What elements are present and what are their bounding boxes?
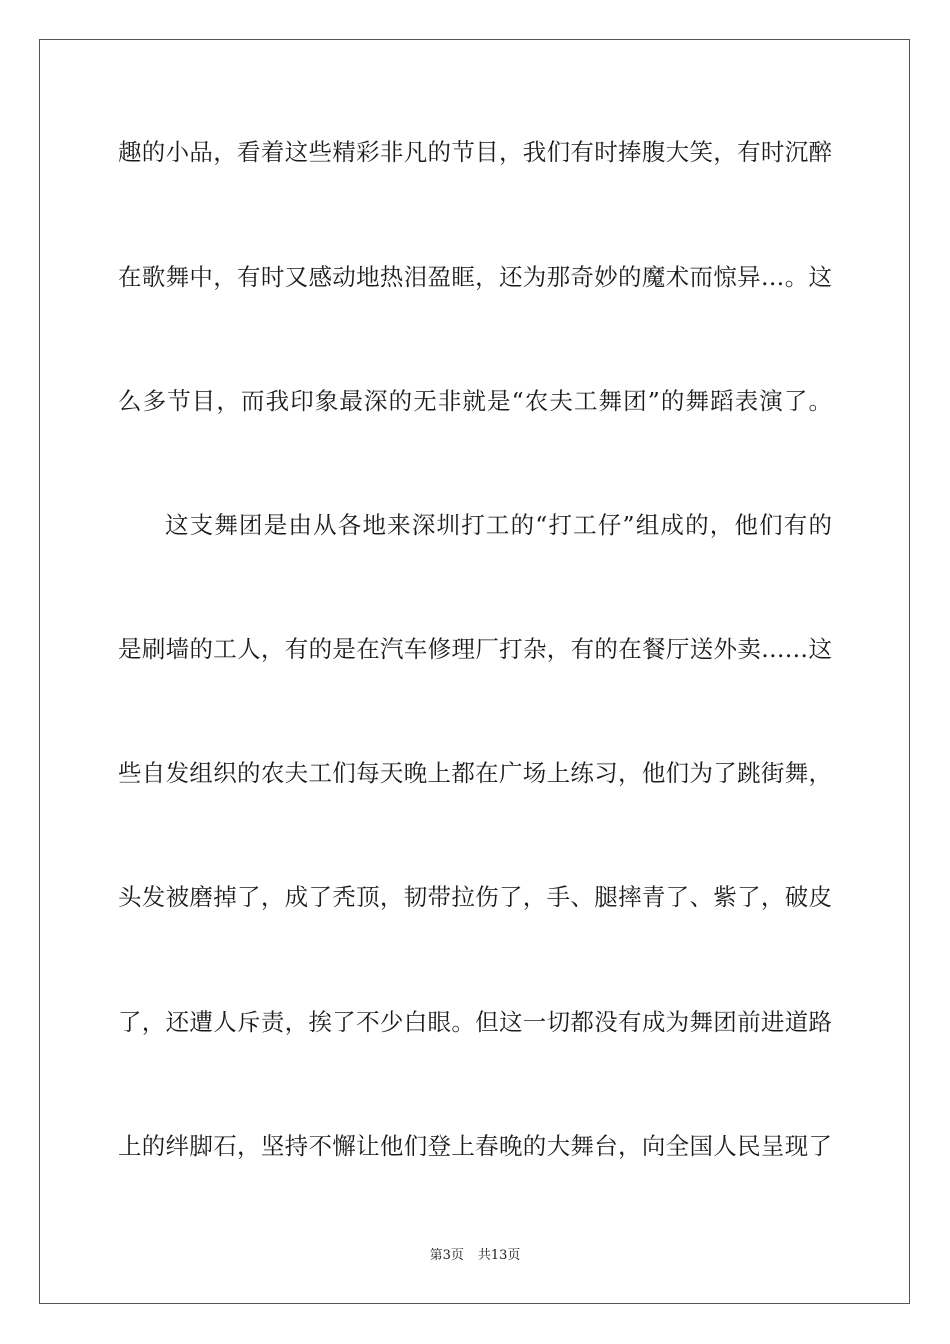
text-line: 头发被磨掉了，成了秃顶，韧带拉伤了，手、腿摔青了、紫了，破皮 — [118, 883, 832, 911]
text-line: 么多节目，而我印象最深的无非就是“农夫工舞团”的舞蹈表演了。 — [118, 387, 832, 415]
text-line: 些自发组织的农夫工们每天晚上都在广场上练习，他们为了跳街舞， — [118, 759, 832, 787]
page-number: 第3页 — [429, 1248, 464, 1263]
text-line: 是刷墙的工人，有的是在汽车修理厂打杂，有的在餐厅送外卖……这 — [118, 635, 832, 663]
text-line-paragraph-start: 这支舞团是由从各地来深圳打工的“打工仔”组成的，他们有的 — [165, 511, 832, 539]
text-line: 了，还遭人斥责，挨了不少白眼。但这一切都没有成为舞团前进道路 — [118, 1008, 832, 1036]
page-footer — [0, 1248, 950, 1264]
page-border — [39, 39, 910, 1304]
text-line: 趣的小品，看着这些精彩非凡的节目，我们有时捧腹大笑，有时沉醉 — [118, 138, 832, 166]
text-line: 上的绊脚石，坚持不懈让他们登上春晚的大舞台，向全国人民呈现了 — [118, 1132, 832, 1160]
text-line: 在歌舞中，有时又感动地热泪盈眶，还为那奇妙的魔术而惊异…。这 — [118, 263, 832, 291]
page-total: 共13页 — [477, 1248, 521, 1263]
